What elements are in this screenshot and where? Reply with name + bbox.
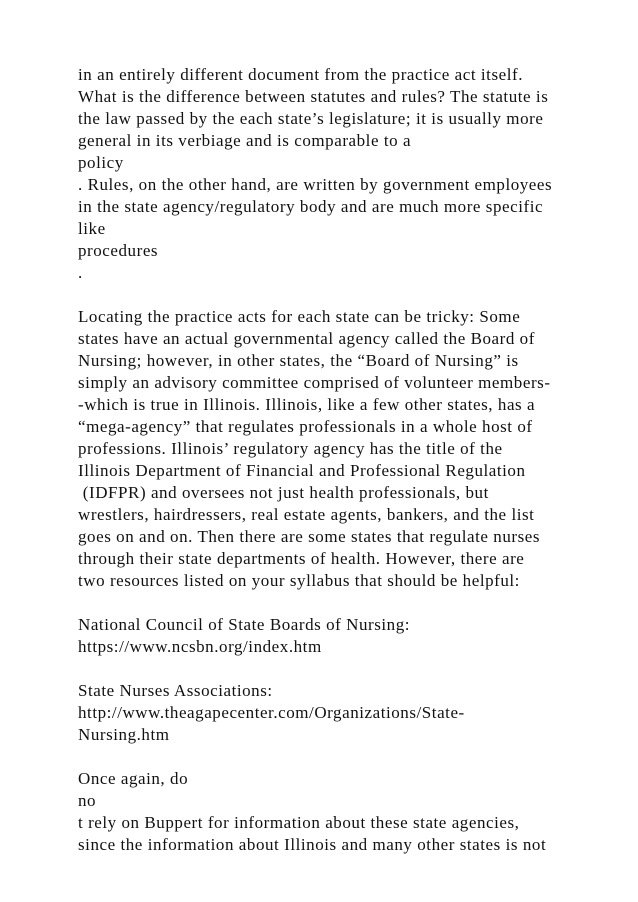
text-line: the law passed by the each state’s legislature; it is usually more [78, 109, 544, 128]
text-line: Once again, do [78, 769, 189, 788]
text-line: What is the difference between statutes and rules? The statute is [78, 87, 549, 106]
text-line: in the state agency/regulatory body and are much more specific [78, 197, 544, 216]
text-line: Locating the practice acts for each state can be tricky: Some [78, 307, 521, 326]
url-text: https://www.ncsbn.org/index.htm [78, 637, 322, 656]
text-line: general in its verbiage and is comparable to a [78, 131, 412, 150]
paragraph [78, 768, 618, 856]
text-line: through their state departments of health. However, there are [78, 549, 525, 568]
url-text: Nursing.htm [78, 725, 170, 744]
text-line: goes on and on. Then there are some states that regulate nurses [78, 527, 541, 546]
text-line: (IDFPR) and oversees not just health professionals, but [78, 483, 489, 502]
text-line: simply an advisory committee comprised of volunteer members- [78, 373, 551, 392]
text-line: since the information about Illinois and many other states is not [78, 835, 547, 854]
paragraph-gap [78, 284, 618, 306]
paragraph-gap [78, 592, 618, 614]
paragraph [78, 614, 618, 658]
text-line: t rely on Buppert for information about these state agencies, [78, 813, 520, 832]
text-line: wrestlers, hairdressers, real estate agents, bankers, and the list [78, 505, 535, 524]
paragraph [78, 680, 618, 746]
paragraph-gap [78, 746, 618, 768]
text-line: Nursing; however, in other states, the “Board of Nursing” is [78, 351, 519, 370]
document-body [78, 64, 618, 856]
url-text: http://www.theagapecenter.com/Organizations/State- [78, 703, 465, 722]
text-line: states have an actual governmental agency called the Board of [78, 329, 535, 348]
text-line: professions. Illinois’ regulatory agency has the title of the [78, 439, 503, 458]
paragraph [78, 306, 618, 592]
text-line: no [78, 791, 97, 810]
text-line: “mega-agency” that regulates professionals in a whole host of [78, 417, 533, 436]
paragraph-gap [78, 658, 618, 680]
text-line: two resources listed on your syllabus that should be helpful: [78, 571, 520, 590]
text-line: Illinois Department of Financial and Professional Regulation [78, 461, 526, 480]
text-line: . Rules, on the other hand, are written by government employees [78, 175, 553, 194]
text-line: procedures [78, 241, 159, 260]
text-line: National Council of State Boards of Nursing: [78, 615, 411, 634]
text-line: . [78, 263, 83, 282]
paragraph [78, 64, 618, 284]
text-line: policy [78, 153, 124, 172]
text-line: in an entirely different document from the practice act itself. [78, 65, 523, 84]
text-line: State Nurses Associations: [78, 681, 273, 700]
text-line: like [78, 219, 106, 238]
text-line: -which is true in Illinois. Illinois, like a few other states, has a [78, 395, 536, 414]
